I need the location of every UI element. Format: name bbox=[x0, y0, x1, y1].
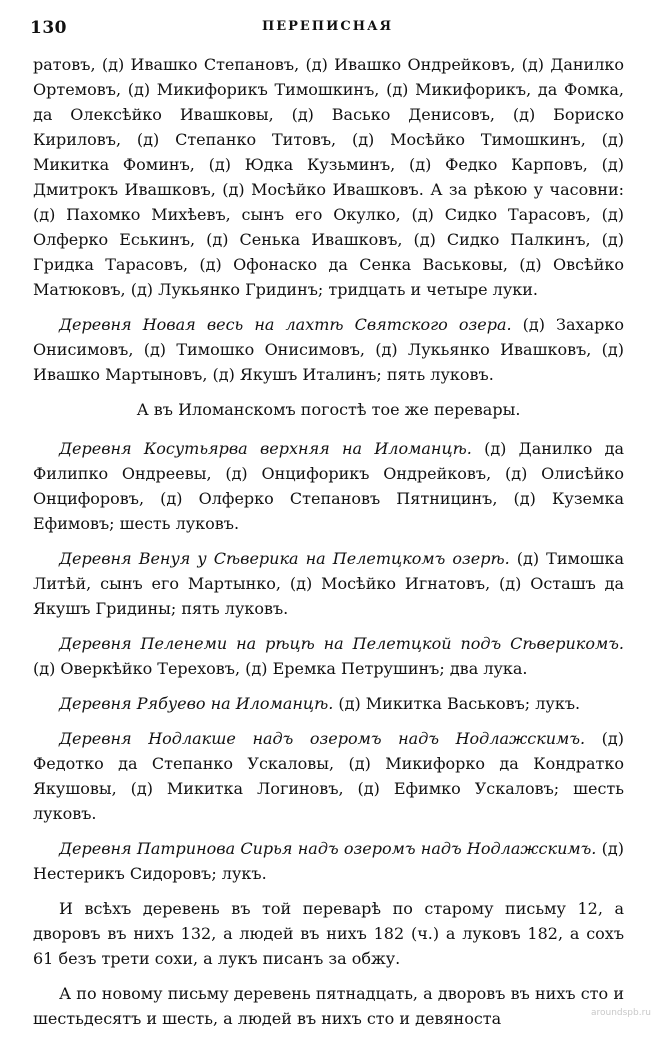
paragraph-text: (д) Микитка Васьковъ; лукъ. bbox=[333, 694, 581, 713]
watermark-text: aroundspb.ru bbox=[590, 1008, 651, 1018]
village-heading: Деревня Пеленеми на рѣцѣ на Пелетцкой подъ Сѣверикомъ. bbox=[59, 634, 624, 653]
paragraph-text: (д) Оверкѣйко Тереховъ, (д) Еремка Петрушинъ; два лука. bbox=[33, 659, 528, 678]
paragraph bbox=[33, 631, 624, 681]
paragraph-text: (д) Захарко Онисимовъ, (д) Тимошко Онисимовъ, (д) Лукьянко Ивашковъ, (д) Ивашко Мартыновъ, (д) Якушъ Италинъ; пять луковъ. bbox=[33, 315, 624, 384]
paragraph-text: (д) Тимошка Литѣй, сынъ его Мартынко, (д) Мосѣйко Игнатовъ, (д) Осташъ да Якушъ Гридины; пять луковъ. bbox=[33, 549, 625, 618]
paragraph-text: А въ Иломанскомъ погостѣ тое же перевары. bbox=[136, 400, 521, 419]
paragraph bbox=[33, 896, 624, 971]
page-number: 130 bbox=[30, 18, 67, 38]
paragraph bbox=[33, 836, 624, 886]
section-heading bbox=[33, 397, 624, 422]
paragraph-text: А по новому письму деревень пятнадцать, а дворовъ въ нихъ сто и шестьдесятъ и шесть, а людей въ нихъ сто и девяноста bbox=[33, 984, 624, 1028]
running-head: ПЕРЕПИСНАЯ bbox=[261, 19, 394, 34]
village-heading: Деревня Патринова Сирья надъ озеромъ надъ Нодлажскимъ. bbox=[59, 839, 597, 858]
paragraph-text: (д) Федотко да Степанко Ускаловы, (д) Микифорко да Кондратко Якушовы, (д) Микитка Логиновъ, (д) Ефимко Ускаловъ; шесть луковъ. bbox=[33, 729, 624, 823]
village-heading: Деревня Рябуево на Иломанцѣ. bbox=[59, 694, 334, 713]
page-body bbox=[33, 52, 624, 1041]
paragraph-text: ратовъ, (д) Ивашко Степановъ, (д) Ивашко Ондрейковъ, (д) Данилко Ортемовъ, (д) Микифорикъ Тимошкинъ, (д) Микифорикъ, да Фомка, да Олексѣйко Ивашковы, (д) Васько Денисовъ, (д) Бориско Кириловъ, (д) Степанко Титовъ, (д) Мосѣйко Тимошкинъ, (д) Микитка Фоминъ, (д) Юдка Кузьминъ, (д) Федко Карповъ, (д) Дмитрокъ Ивашковъ, (д) Мосѣйко Ивашковъ. А за рѣкою у часовни: (д) Пахомко Михѣевъ, сынъ его Окулко, (д) Сидко Тарасовъ, (д) Олферко Еськинъ, (д) Сенька Ивашковъ, (д) Сидко Палкинъ, (д) Гридка Тарасовъ, (д) Офонаско да Сенка Васьковы, (д) Овсѣйко Матюковъ, (д) Лукьянко Гридинъ; тридцать и четыре луки. bbox=[33, 55, 624, 299]
paragraph bbox=[33, 546, 624, 621]
paragraph bbox=[33, 726, 624, 826]
paragraph-text: (д) Нестерикъ Сидоровъ; лукъ. bbox=[33, 839, 625, 883]
paragraph bbox=[33, 436, 624, 536]
village-heading: Деревня Косутьярва верхняя на Иломанцѣ. bbox=[59, 439, 472, 458]
paragraph-text: (д) Данилко да Филипко Ондреевы, (д) Онцифорикъ Ондрейковъ, (д) Олисѣйко Онцифоровъ, (д) Олферко Степановъ Пятницинъ, (д) Куземка Ефимовъ; шесть луковъ. bbox=[33, 439, 624, 533]
paragraph bbox=[33, 691, 624, 716]
village-heading: Деревня Нодлакше надъ озеромъ надъ Нодлажскимъ. bbox=[59, 729, 586, 748]
village-heading: Деревня Новая весь на лахтѣ Святскогo озера. bbox=[59, 315, 512, 334]
paragraph bbox=[33, 52, 624, 302]
paragraph bbox=[33, 981, 624, 1031]
paragraph-text: И всѣхъ деревень въ той переварѣ по старому письму 12, а дворовъ въ нихъ 132, а людей въ нихъ 182 (ч.) а луковъ 182, а сохъ 61 безъ трети сохи, а лукъ писанъ за обжу. bbox=[33, 899, 624, 968]
paragraph bbox=[33, 312, 624, 387]
village-heading: Деревня Венуя у Сѣверика на Пелетцкомъ озерѣ. bbox=[59, 549, 510, 568]
page-header bbox=[30, 18, 625, 44]
